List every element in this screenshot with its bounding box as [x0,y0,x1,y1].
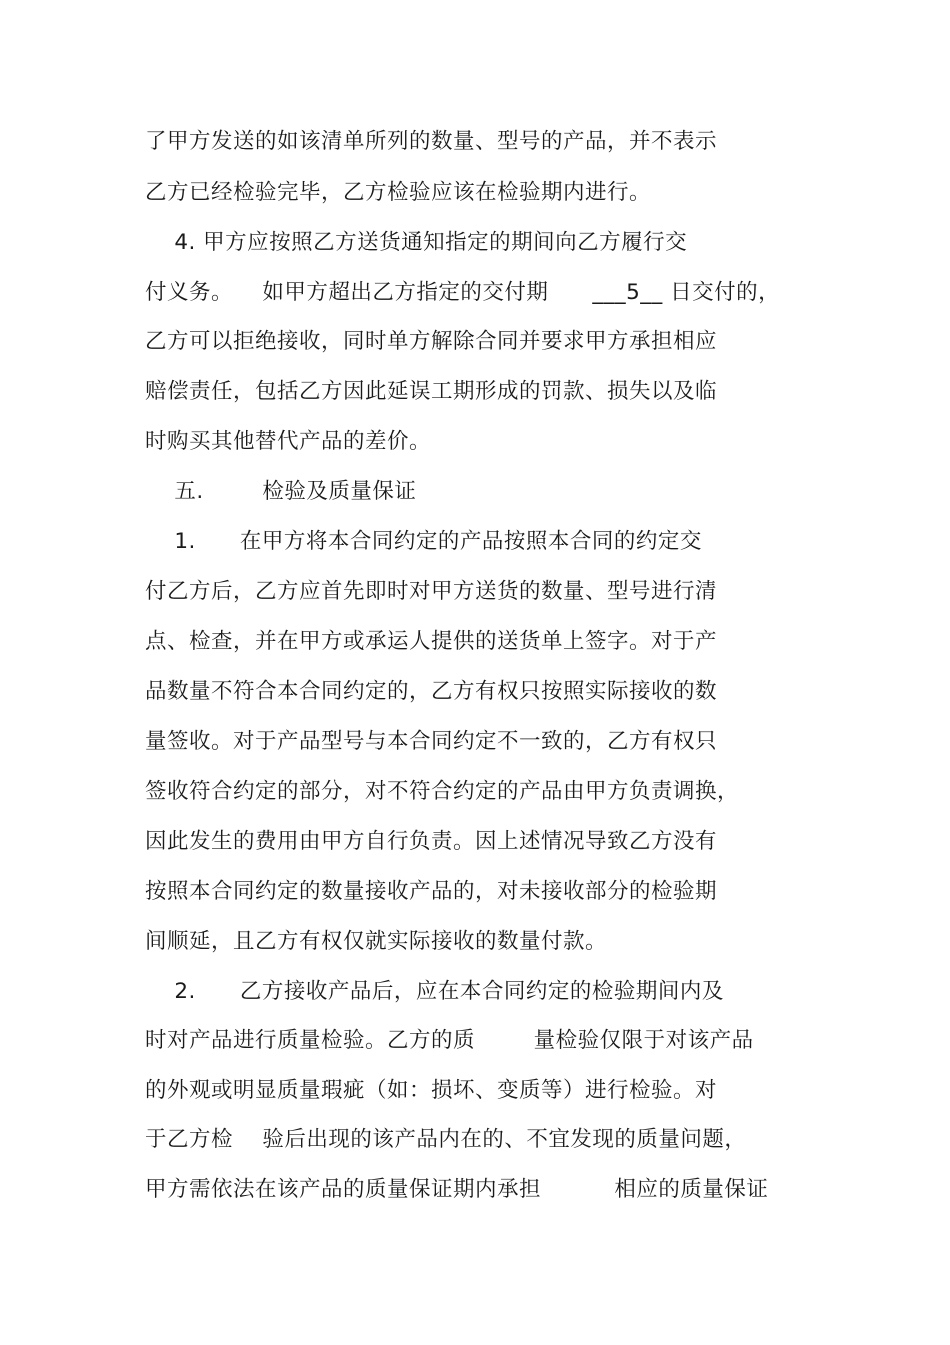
text-line: 乙方已经检验完毕，乙方检验应该在检验期内进行。 [145,180,652,205]
text-line: 按照本合同约定的数量接收产品的，对未接收部分的检验期 [145,879,718,904]
text-line: 甲方需依法在该产品的质量保证期内承担 相应的质量保证 [145,1177,769,1202]
text-line: 的外观或明显质量瑕疵（如：损坏、变质等）进行检验。对 [145,1078,718,1103]
text-line: 4. 甲方应按照乙方送货通知指定的期间向乙方履行交 [145,230,688,255]
text-line: 点、检查，并在甲方或承运人提供的送货单上签字。对于产 [145,629,718,654]
text-line: 乙方可以拒绝接收，同时单方解除合同并要求甲方承担相应 [145,329,718,354]
text-line: 量签收。对于产品型号与本合同约定不一致的，乙方有权只 [145,729,718,754]
text-line: 品数量不符合本合同约定的，乙方有权只按照实际接收的数 [145,679,718,704]
text-line: 于乙方检 验后出现的该产品内在的、不宜发现的质量问题， [145,1127,747,1152]
text-line: 2. 乙方接收产品后，应在本合同约定的检验期间内及 [145,979,724,1004]
text-line: 时购买其他替代产品的差价。 [145,429,432,454]
text-line: 因此发生的费用由甲方自行负责。因上述情况导致乙方没有 [145,829,718,854]
text-line: 了甲方发送的如该清单所列的数量、型号的产品，并不表示 [145,129,718,154]
text-line: 1. 在甲方将本合同约定的产品按照本合同的约定交 [145,529,702,554]
text-line: 付乙方后，乙方应首先即时对甲方送货的数量、型号进行清 [145,579,718,604]
text-line: 时对产品进行质量检验。乙方的质 量检验仅限于对该产品 [145,1028,754,1053]
text-line: 签收符合约定的部分，对不符合约定的产品由甲方负责调换， [145,779,740,804]
text-line: 间顺延，且乙方有权仅就实际接收的数量付款。 [145,929,608,954]
text-line: 付义务。 如甲方超出乙方指定的交付期 ___5__ 日交付的， [145,280,781,305]
text-line: 赔偿责任，包括乙方因此延误工期形成的罚款、损失以及临 [145,379,718,404]
section-heading: 五. 检验及质量保证 [145,479,417,504]
